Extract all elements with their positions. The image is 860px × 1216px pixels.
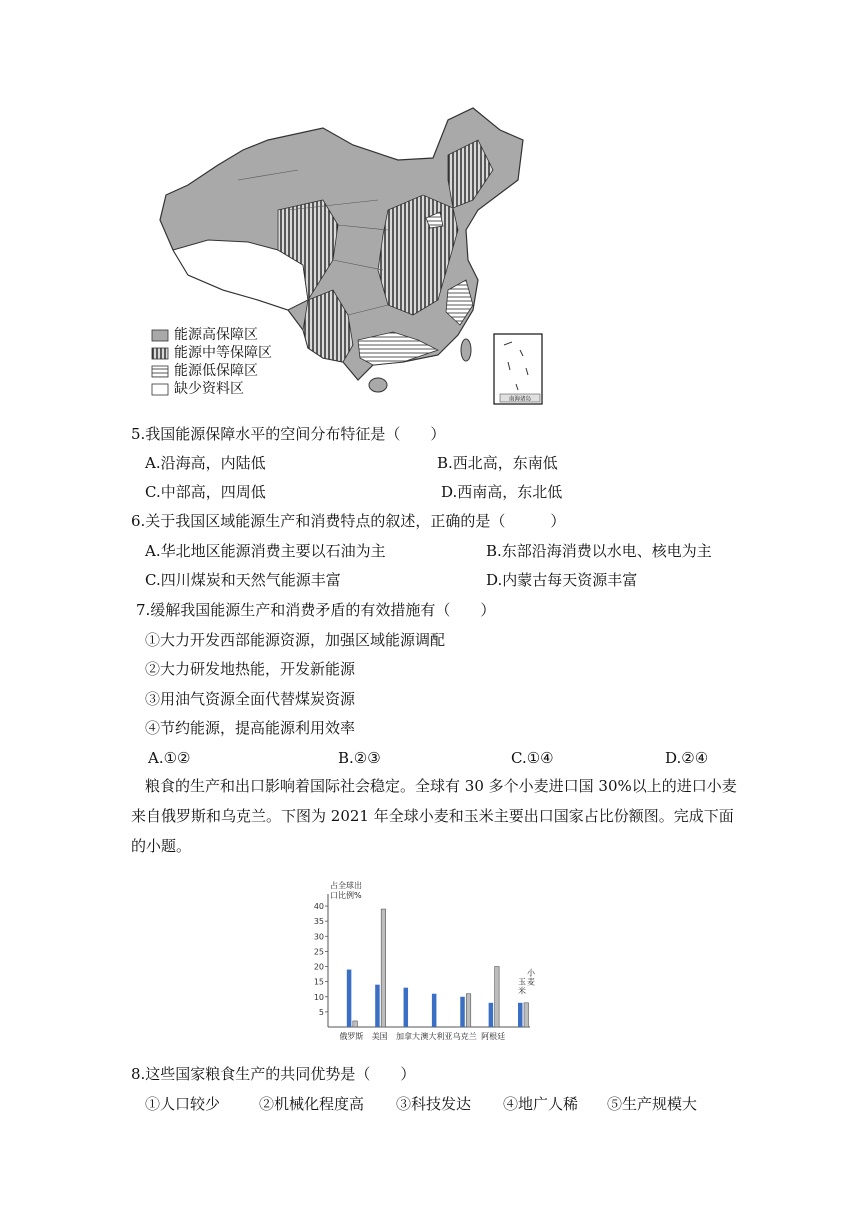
q7-option-c[interactable]: C.①④	[511, 749, 554, 767]
y-tick-label: 20	[313, 962, 324, 972]
y-axis-label: 占全球出	[330, 881, 362, 890]
map-legend	[152, 330, 168, 395]
passage-line-1: 粮食的生产和出口影响着国际社会稳定。全球有 30 多个小麦进口国 30%以上的进口小麦	[145, 777, 737, 795]
south-china-sea-inset	[494, 334, 542, 404]
hainan-island	[369, 378, 387, 392]
legend-corn-label: 玉	[518, 977, 526, 987]
q7-item-2: ②大力研发地热能，开发新能源	[145, 660, 356, 678]
bar-wheat-1	[375, 985, 380, 1027]
y-axis-label: 口比例%	[330, 891, 362, 900]
q6-option-a[interactable]: A.华北地区能源消费主要以石油为主	[145, 542, 386, 560]
legend-low: 能源低保障区	[174, 363, 258, 379]
x-tick-label: 乌克兰	[452, 1032, 477, 1041]
inset-label: 南海诸岛	[508, 396, 532, 403]
y-tick-label: 15	[313, 977, 324, 987]
legend-missing: 缺少资料区	[174, 381, 244, 397]
legend-wheat-swatch	[518, 1003, 523, 1027]
q5-option-a[interactable]: A.沿海高，内陆低	[145, 454, 266, 472]
q5-stem: 5.我国能源保障水平的空间分布特征是（ ）	[131, 425, 446, 443]
y-tick-label: 10	[313, 992, 324, 1002]
bar-corn-4	[466, 994, 471, 1027]
q8-item-2: ②机械化程度高	[259, 1095, 365, 1113]
q7-item-1: ①大力开发西部能源资源，加强区域能源调配	[145, 631, 446, 649]
legend-medium: 能源中等保障区	[174, 345, 272, 361]
export-share-chart	[312, 880, 534, 1048]
q6-option-b[interactable]: B.东部沿海消费以水电、核电为主	[486, 542, 712, 560]
q8-item-3: ③科技发达	[396, 1095, 472, 1113]
q8-stem: 8.这些国家粮食生产的共同优势是（ ）	[131, 1065, 416, 1083]
passage-line-3: 的小题。	[131, 837, 192, 855]
passage-line-2: 来自俄罗斯和乌克兰。下图为 2021 年全球小麦和玉米主要出口国家占比份额图。完成下面	[131, 807, 734, 825]
q7-option-b[interactable]: B.②③	[338, 749, 381, 767]
bar-wheat-4	[460, 997, 465, 1027]
bar-wheat-0	[347, 970, 352, 1027]
y-tick-label: 25	[313, 947, 324, 957]
bar-wheat-3	[432, 994, 437, 1027]
q7-item-3: ③用油气资源全面代替煤炭资源	[145, 690, 356, 708]
legend-corn-swatch	[524, 1003, 529, 1027]
q8-item-1: ①人口较少	[145, 1095, 221, 1113]
chart-svg	[312, 880, 534, 1048]
taiwan-island	[461, 339, 471, 361]
y-tick-label: 5	[318, 1007, 324, 1017]
q6-stem: 6.关于我国区域能源生产和消费特点的叙述，正确的是（ ）	[131, 512, 566, 530]
bar-corn-1	[381, 909, 386, 1027]
q5-option-c[interactable]: C.中部高，四周低	[145, 483, 266, 501]
x-tick-label: 澳大利亚	[420, 1032, 453, 1041]
q7-option-d[interactable]: D.②④	[665, 749, 709, 767]
x-tick-label: 俄罗斯	[339, 1032, 364, 1041]
q8-item-5: ⑤生产规模大	[607, 1095, 698, 1113]
y-tick-label: 35	[313, 917, 324, 927]
q6-option-d[interactable]: D.内蒙古每天资源丰富	[486, 571, 638, 589]
q5-option-b[interactable]: B.西北高，东南低	[437, 454, 558, 472]
bar-corn-0	[353, 1021, 358, 1027]
x-tick-label: 阿根廷	[481, 1032, 506, 1041]
legend-high: 能源高保障区	[174, 327, 258, 343]
q7-option-a[interactable]: A.①②	[148, 749, 191, 767]
y-tick-label: 30	[313, 932, 324, 942]
bar-wheat-5	[489, 1003, 494, 1027]
x-tick-label: 加拿大	[396, 1032, 421, 1041]
q7-stem: 7.缓解我国能源生产和消费矛盾的有效措施有（ ）	[136, 601, 496, 619]
legend-wheat-label: 麦	[527, 977, 535, 987]
china-energy-map	[148, 100, 548, 410]
legend-corn-label: 米	[518, 986, 526, 996]
y-tick-label: 40	[313, 902, 324, 912]
q7-item-4: ④节约能源，提高能源利用效率	[145, 719, 356, 737]
q6-option-c[interactable]: C.四川煤炭和天然气能源丰富	[145, 571, 341, 589]
q8-item-4: ④地广人稀	[503, 1095, 579, 1113]
bar-corn-5	[495, 967, 500, 1027]
x-tick-label: 美国	[371, 1032, 388, 1041]
legend-wheat-label: 小	[527, 968, 535, 978]
q5-option-d[interactable]: D.西南高，东北低	[441, 483, 563, 501]
bar-wheat-2	[404, 988, 409, 1027]
